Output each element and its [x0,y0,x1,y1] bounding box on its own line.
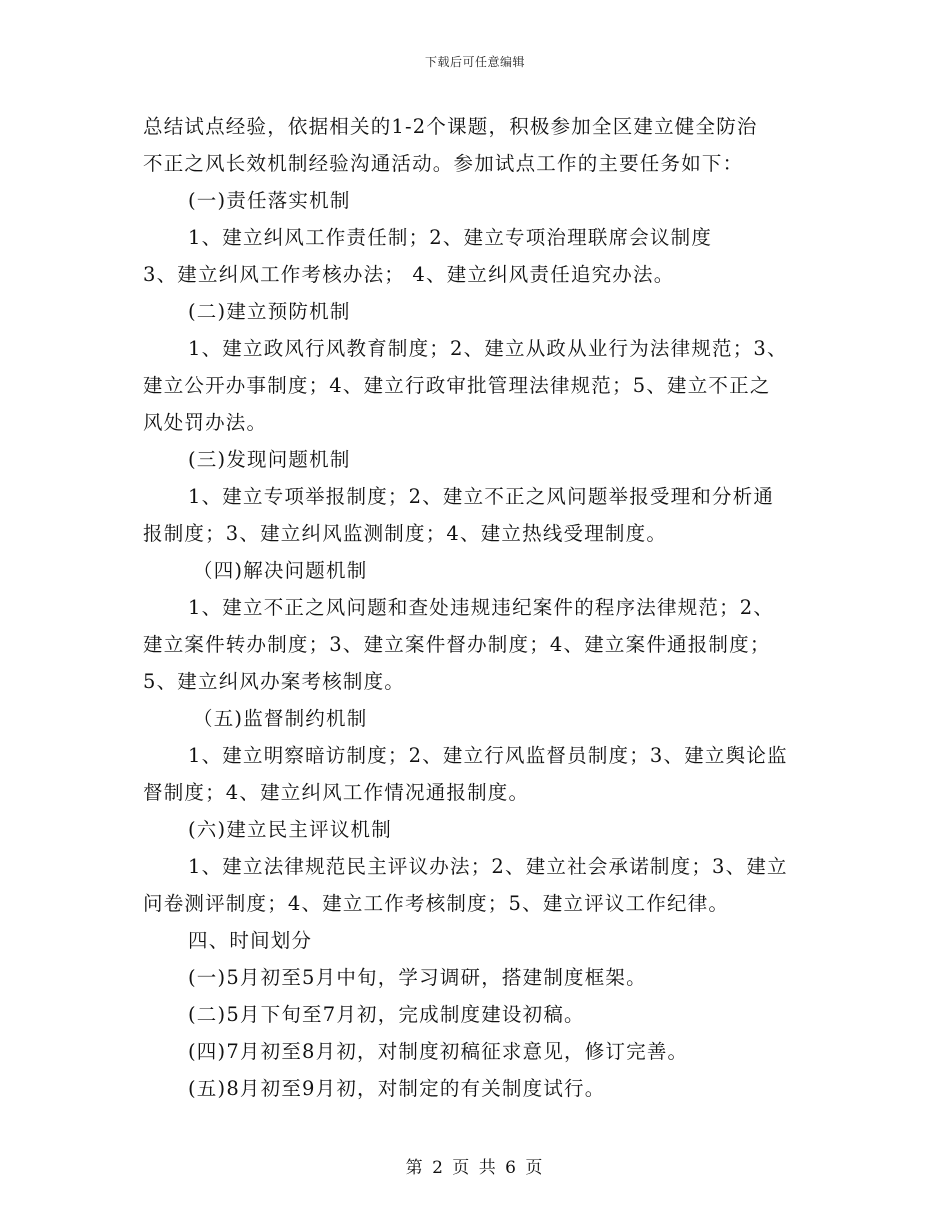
page-header: 下载后可任意编辑 [424,55,525,69]
schedule-item: (五)8月初至9月初，对制定的有关制度试行。 [188,1077,606,1100]
paragraph-line: 5、建立纠风办案考核制度。 [143,670,406,693]
section-heading: （五)监督制约机制 [193,707,368,730]
paragraph-line: 3、建立纠风工作考核办法； 4、建立纠风责任追究办法。 [143,263,675,286]
paragraph-line: 1、建立专项举报制度；2、建立不正之风问题举报受理和分析通 [188,485,775,508]
paragraph-line: 建立公开办事制度；4、建立行政审批管理法律规范；5、建立不正之 [143,374,771,397]
paragraph-line: 总结试点经验，依据相关的1-2个课题，积极参加全区建立健全防治 [143,115,758,138]
paragraph-line: 问卷测评制度；4、建立工作考核制度；5、建立评议工作纪律。 [143,892,730,915]
section-heading: 四、时间划分 [188,929,313,952]
paragraph-line: 建立案件转办制度；3、建立案件督办制度；4、建立案件通报制度； [143,633,771,656]
schedule-item: (二)5月下旬至7月初，完成制度建设初稿。 [188,1003,585,1026]
paragraph-line: 1、建立纠风工作责任制；2、建立专项治理联席会议制度 [188,226,713,249]
paragraph-line: 1、建立政风行风教育制度；2、建立从政从业行为法律规范；3、 [188,337,788,360]
paragraph-line: 督制度；4、建立纠风工作情况通报制度。 [143,781,530,804]
paragraph-line: 1、建立法律规范民主评议办法；2、建立社会承诺制度；3、建立 [188,855,788,878]
section-heading: (一)责任落实机制 [188,189,351,212]
section-heading: (三)发现问题机制 [188,448,351,471]
section-heading: (六)建立民主评议机制 [188,818,392,841]
paragraph-line: 风处罚办法。 [143,411,268,434]
paragraph-line: 报制度；3、建立纠风监测制度；4、建立热线受理制度。 [143,522,668,545]
paragraph-line: 1、建立明察暗访制度；2、建立行风监督员制度；3、建立舆论监 [188,744,788,767]
paragraph-line: 不正之风长效机制经验沟通活动。参加试点工作的主要任务如下： [143,152,744,175]
section-heading: (二)建立预防机制 [188,300,351,323]
schedule-item: (一)5月初至5月中旬，学习调研，搭建制度框架。 [188,966,647,989]
document-body [143,108,813,1107]
section-heading: （四)解决问题机制 [193,559,368,582]
page-number: 第 2 页 共 6 页 [405,1158,545,1178]
paragraph-line: 1、建立不正之风问题和查处违规违纪案件的程序法律规范；2、 [188,596,775,619]
schedule-item: (四)7月初至8月初，对制度初稿征求意见，修订完善。 [188,1040,689,1063]
